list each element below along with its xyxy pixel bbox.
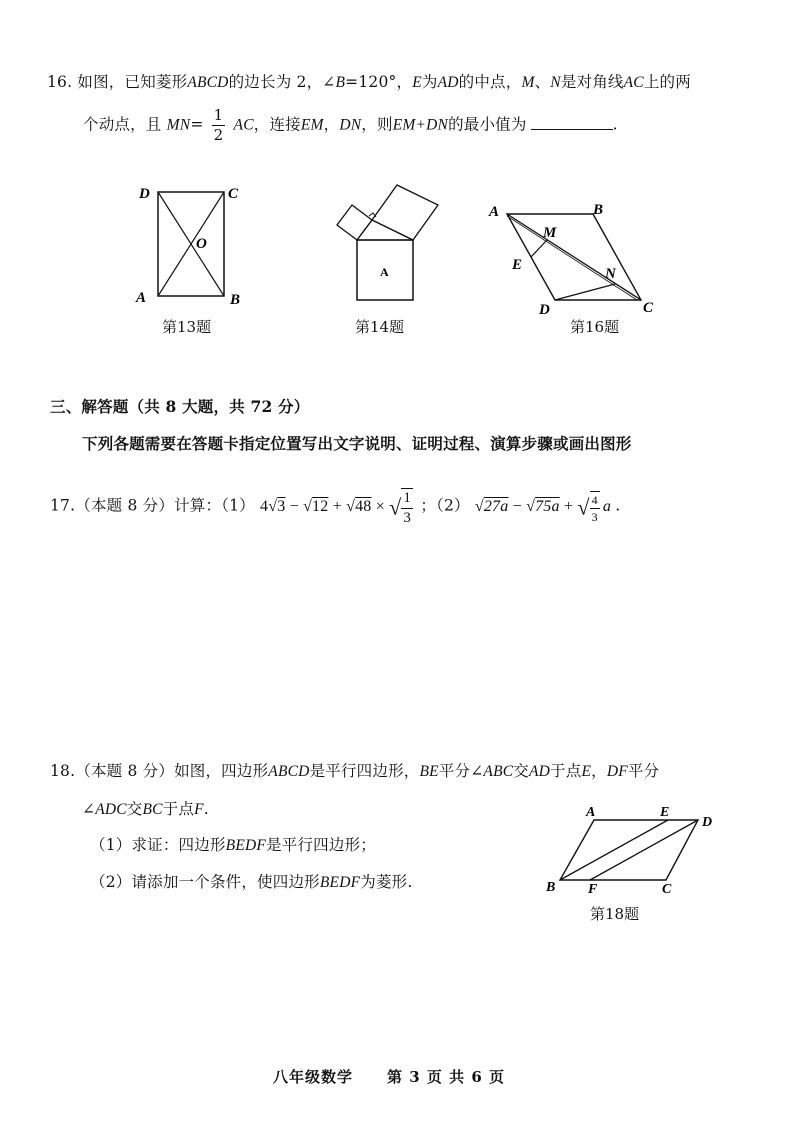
fig13-label-b: B <box>230 292 241 308</box>
figure-13 <box>130 180 250 310</box>
section3-instruction: 下列各题需要在答题卡指定位置写出文字说明、证明过程、演算步骤或画出图形 <box>82 434 632 453</box>
fig16-label-m: M <box>543 225 557 241</box>
q16-line1: 16. 如图，已知菱形ABCD的边长为 2，∠B=120°，E为AD的中点，M、N是对角线AC上的两 <box>47 73 691 91</box>
footer-page: 第 3 页 共 6 页 <box>387 1068 505 1086</box>
fig13-label-c: C <box>228 186 239 202</box>
fig16-label-d: D <box>539 302 550 318</box>
figure-16 <box>485 196 665 318</box>
q18-sub2: （2）请添加一个条件，使四边形BEDF为菱形. <box>90 873 413 891</box>
fig18-label-f: F <box>588 882 598 897</box>
fig18-label-b: B <box>546 880 556 895</box>
fig14-caption: 第14题 <box>355 318 405 336</box>
fig14-square-label: A <box>380 265 389 279</box>
fig18-caption: 第18题 <box>590 905 640 923</box>
fig16-label-b: B <box>593 202 604 218</box>
figure-14 <box>318 165 458 310</box>
fig16-label-e: E <box>512 257 523 273</box>
fig13-label-d: D <box>139 186 150 202</box>
q16-line2: 个动点，且 MN= $\frac{1}{2}$ AC，连接EM，DN，则EM+DN的最小值为 . <box>83 106 618 144</box>
footer-subject: 八年级数学 <box>273 1068 354 1086</box>
q16-fraction: $\frac{1}{2}$ <box>213 106 224 144</box>
q17-expr2: √27a − √75a + √ $\frac{4}{3}$ a <box>474 493 612 524</box>
section3-title: 三、解答题（共 8 大题，共 72 分） <box>50 397 310 416</box>
q18-line2: ∠ADC交BC于点F. <box>82 800 209 818</box>
q18-sub1: （1）求证：四边形BEDF是平行四边形； <box>90 836 376 854</box>
fig13-label-a: A <box>136 290 147 306</box>
fig18-label-d: D <box>702 815 713 830</box>
fig13-caption: 第13题 <box>162 318 212 336</box>
figure-18 <box>540 800 730 900</box>
fig16-label-n: N <box>605 266 616 282</box>
fig16-caption: 第16题 <box>570 318 620 336</box>
fig13-label-o: O <box>196 236 207 252</box>
fig16-label-a: A <box>489 204 500 220</box>
fig18-label-c: C <box>662 882 672 897</box>
q17-expr1: 4√3 − √12 + √48 × √ $\frac{1}{3}$ <box>260 490 412 526</box>
answer-blank[interactable] <box>531 115 613 130</box>
fig18-label-e: E <box>660 805 670 820</box>
q18-line1: 18.（本题 8 分）如图，四边形ABCD是平行四边形，BE平分∠ABC交AD于点E，DF平分 <box>50 762 660 780</box>
q17-line: 17.（本题 8 分）计算：（1） 4√3 − √12 + √48 × √ $\frac{1}{3}$ ；（2） √27a − √75a + √ $\frac{4}{3}$ a . <box>50 490 621 526</box>
fig16-label-c: C <box>643 300 654 316</box>
fig18-label-a: A <box>586 805 596 820</box>
